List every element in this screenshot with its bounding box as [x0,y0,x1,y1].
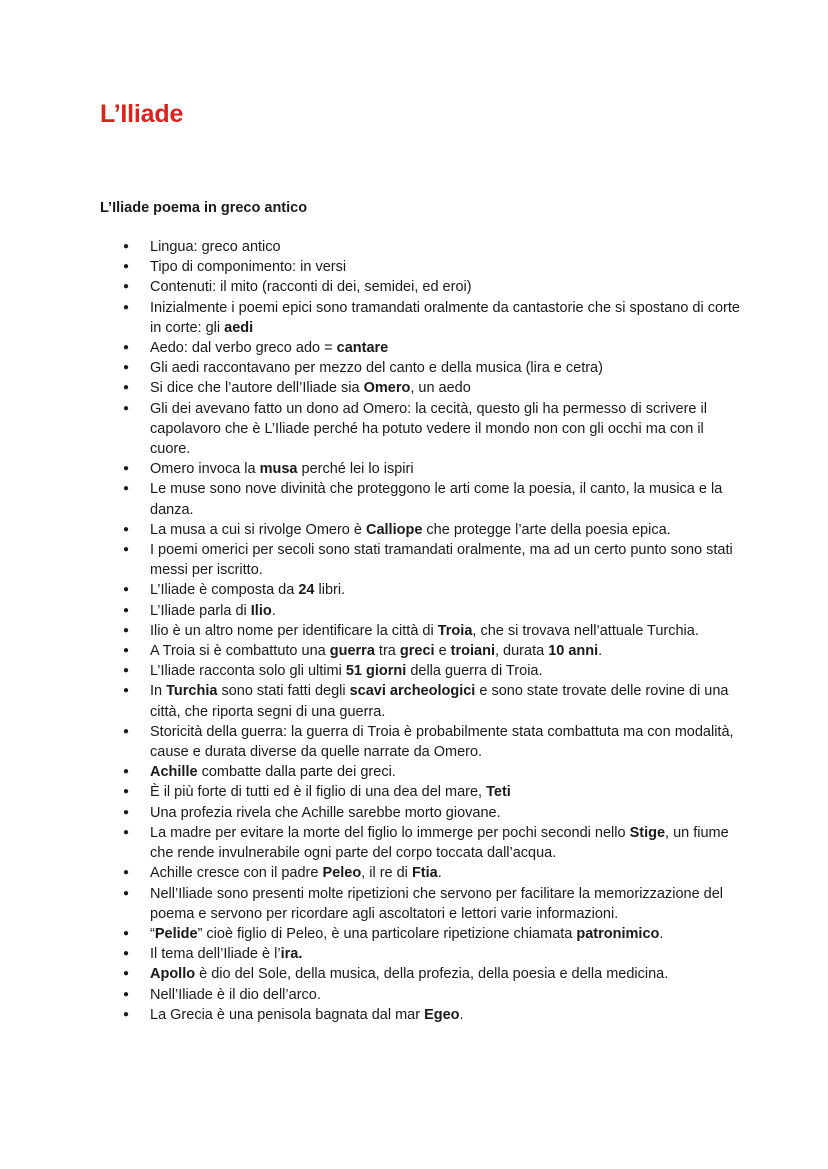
text-segment: tra [374,643,400,660]
list-item [100,964,740,984]
list-item [100,277,740,297]
bold-text: Pelide [154,925,198,942]
text-segment: , il re di [361,865,412,882]
bold-text: musa [259,461,298,478]
text-segment: Aedo: dal verbo greco ado = [150,340,337,357]
list-item [100,924,740,944]
text-segment: Lingua: greco antico [150,239,281,255]
text-segment: I poemi omerici per secoli sono stati tramandati oralmente, ma ad un certo punto sono stati messi per iscritto. [150,542,733,579]
bold-text: 24 [298,582,315,599]
bold-text: Teti [486,784,511,801]
text-segment: Ilio è un altro nome per identificare la città di [150,622,438,639]
text-segment: Tipo di componimento: in versi [150,259,347,276]
text-segment: e [434,643,451,660]
list-item [100,479,740,519]
list-item [100,782,740,802]
text-segment: Nell’Iliade è il dio dell’arco. [150,986,321,1003]
bold-text: Peleo [322,865,362,882]
bold-text: Ftia [411,865,438,882]
text-segment: , che si trovava nell’attuale Turchia. [472,622,699,639]
bold-text: aedi [224,319,254,336]
list-item [100,378,740,398]
bold-text: Egeo [424,1006,460,1023]
text-segment: “ [150,925,155,942]
list-item [100,237,740,257]
page-title: L’Iliade [100,100,184,128]
text-segment: Contenuti: il mito (racconti di dei, semidei, ed eroi) [150,279,472,296]
text-segment: L’Iliade è composta da [150,582,299,599]
text-segment: A Troia si è combattuto una [150,643,330,660]
bold-text: Omero [363,380,411,397]
bold-text: scavi archeologici [349,683,476,700]
text-segment: La Grecia è una penisola bagnata dal mar [150,1006,425,1023]
text-segment: , durata [494,643,549,660]
list-item [100,823,740,863]
text-segment: Inizialmente i poemi epici sono tramandati oralmente da cantastorie che si spostano di corte in corte: gli [150,299,740,336]
list-item [100,985,740,1005]
text-segment: È il più forte di tutti ed è il figlio di una dea del mare, [150,784,487,801]
bold-text: Turchia [166,683,218,700]
list-item [100,621,740,641]
list-item [100,399,740,460]
list-item [100,298,740,338]
text-segment: Gli aedi raccontavano per mezzo del canto e della musica (lira e cetra) [150,360,603,377]
text-segment: . [271,602,276,619]
bold-text: Stige [629,824,666,841]
list-item [100,540,740,580]
list-item [100,459,740,479]
text-segment: Achille cresce con il padre [150,865,323,882]
text-segment: è dio del Sole, della musica, della profezia, della poesia e della medicina. [195,966,669,983]
bold-text: Calliope [365,521,423,538]
list-item [100,884,740,924]
list-item [100,1005,740,1025]
list-item [100,641,740,661]
list-item [100,944,740,964]
bold-text: ira. [280,946,303,963]
text-segment: che protegge l’arte della poesia epica. [422,521,671,538]
text-segment: Le muse sono nove divinità che proteggono le arti come la poesia, il canto, la musica e la danza. [150,481,723,518]
list-item [100,762,740,782]
bold-text: Apollo [150,966,196,983]
text-segment: L’Iliade racconta solo gli ultimi [150,663,346,680]
text-segment: , un aedo [410,380,471,397]
text-segment: libri. [314,582,346,599]
text-segment: Gli dei avevano fatto un dono ad Omero: la cecità, questo gli ha permesso di scrivere il capolavoro che è L’Iliade perché ha potuto vedere il mondo non con gli occhi ma con il cuore. [150,400,707,458]
bold-text: guerra [329,643,375,660]
list-item [100,722,740,762]
text-segment: L’Iliade parla di [150,602,251,619]
list-item [100,257,740,277]
list-item [100,601,740,621]
list-item [100,338,740,358]
list-item [100,661,740,681]
text-segment: Nell’Iliade sono presenti molte ripetizioni che servono per facilitare la memorizzazione del poema e servono per ricordare agli ascoltatori e lettori varie informazioni. [150,885,724,922]
text-segment: perché lei lo ispiri [297,461,414,478]
bullet-list [100,237,740,1025]
text-segment: In [150,683,167,700]
text-segment: Il tema dell’Iliade è l’ [150,946,281,963]
bold-text: troiani [450,643,495,660]
text-segment: . [659,925,664,942]
text-segment: Una profezia rivela che Achille sarebbe morto giovane. [150,804,501,821]
text-segment: . [459,1006,464,1023]
text-segment: ” cioè figlio di Peleo, è una particolare ripetizione chiamata [197,925,577,942]
text-segment: Si dice che l’autore dell’Iliade sia [150,380,364,397]
list-item [100,580,740,600]
bold-text: greci [399,643,435,660]
text-segment: Omero invoca la [150,461,260,478]
bold-text: Troia [437,622,473,639]
bold-text: 10 anni [548,643,599,660]
list-item [100,520,740,540]
text-segment: . [437,865,442,882]
bold-text: cantare [336,340,389,357]
list-item [100,681,740,721]
list-item [100,863,740,883]
section-heading: L’Iliade poema in greco antico [100,200,308,216]
bold-text: Ilio [250,602,272,619]
bold-text: patronimico [576,925,660,942]
text-segment: . [598,643,603,660]
text-segment: sono stati fatti degli [217,683,350,700]
text-segment: La musa a cui si rivolge Omero è [150,521,366,538]
text-segment: Storicità della guerra: la guerra di Troia è probabilmente stata combattuta ma con modalità, cause e durata diverse da quelle narrate da Omero. [150,723,734,761]
list-item [100,803,740,823]
text-segment: La madre per evitare la morte del figlio lo immerge per pochi secondi nello [150,824,630,841]
text-segment: combatte dalla parte dei greci. [197,764,396,781]
text-segment: , un fiume che rende invulnerabile ogni parte del corpo toccata dall’acqua. [150,824,729,862]
bold-text: Achille [150,764,198,781]
text-segment: e sono state trovate delle rovine di una città, che riporta segni di una guerra. [150,683,729,720]
list-item [100,358,740,378]
bold-text: 51 giorni [345,663,407,680]
text-segment: della guerra di Troia. [406,663,543,680]
